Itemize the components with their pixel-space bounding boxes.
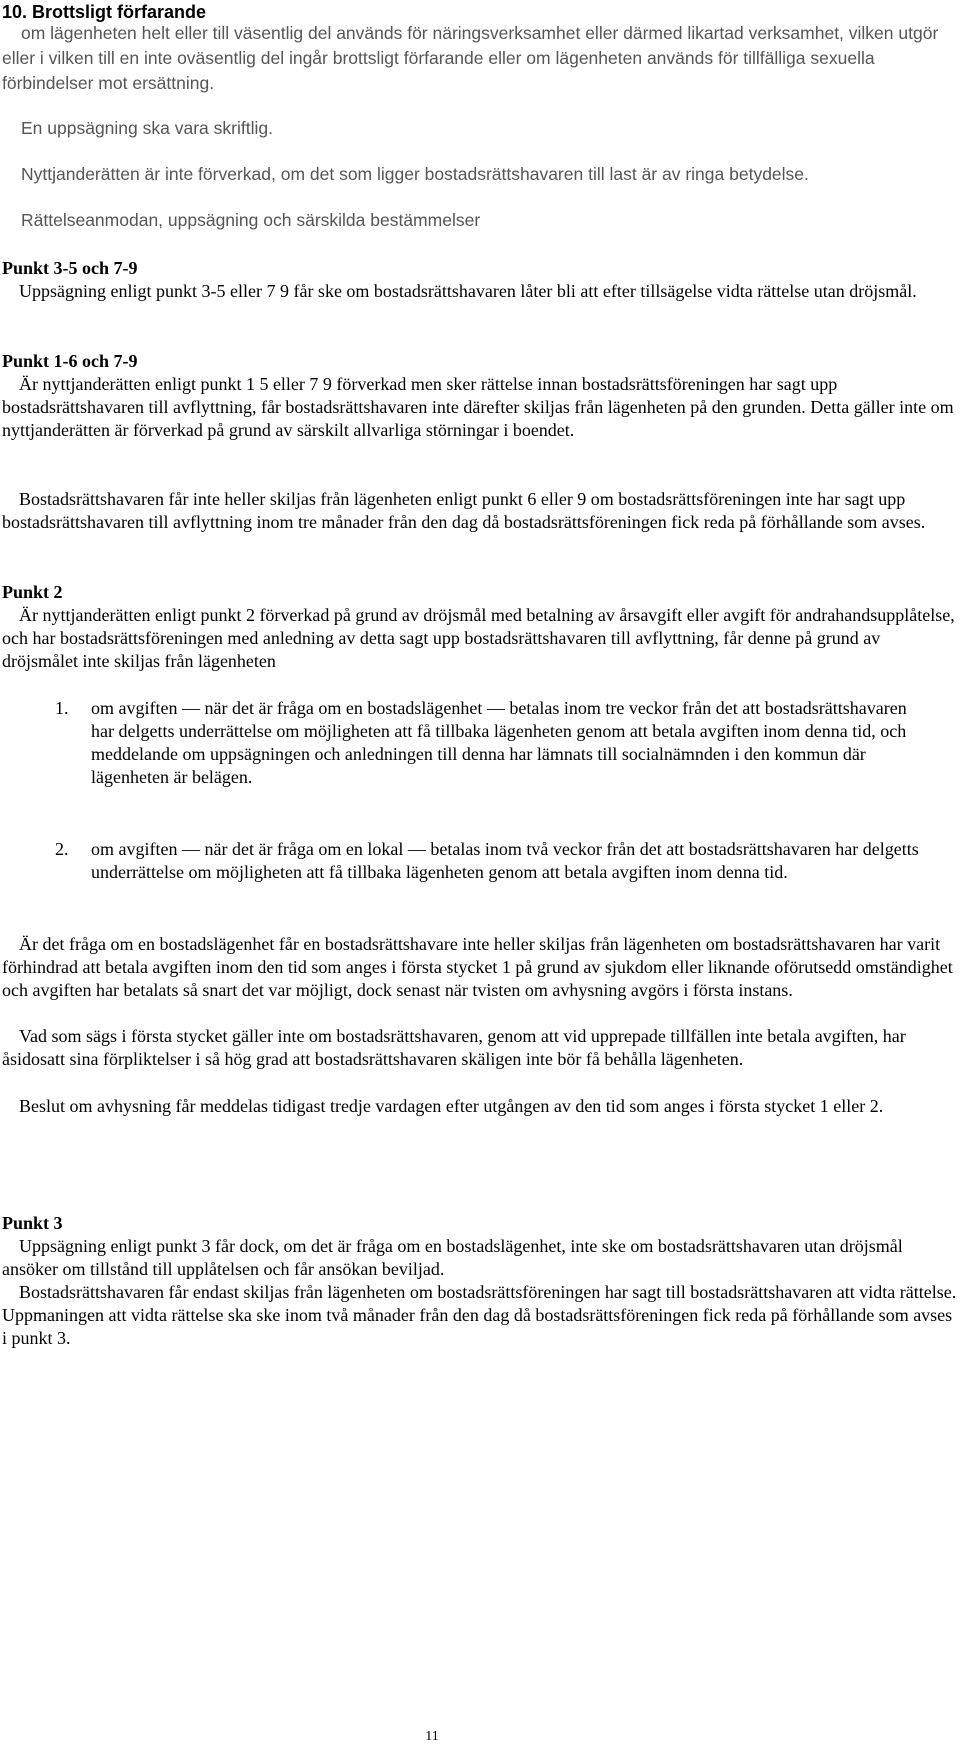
- punkt-3-5-7-9-heading: Punkt 3-5 och 7-9: [2, 258, 138, 278]
- punkt-3-5-7-9-text: Uppsägning enligt punkt 3-5 eller 7 9 får ske om bostadsrättshavaren låter bli att efter tillsägelse vidta rättelse utan dröjsmål.: [19, 281, 917, 301]
- punkt-1-6-7-9-text: Är nyttjanderätten enligt punkt 1 5 eller 7 9 förverkad men sker rättelse innan bostadsrättsföreningen har sagt upp bostadsrättshavaren till avflyttning, får bostadsrättshavaren inte därefter skiljas från lägenheten på den grunden. Detta gäller inte om nyttjanderätten är förverkad på grund av särskilt allvarliga störningar i boendet.: [2, 374, 954, 440]
- punkt-1-6-7-9-heading: Punkt 1-6 och 7-9: [2, 351, 138, 371]
- punkt-2-paragraph-1: Är det fråga om en bostadslägenhet får en bostadsrättshavare inte heller skiljas från lägenheten om bostadsrättshavaren har varit förhindrad att betala avgiften inom den tid som anges i första stycket 1 på grund av sjukdom eller liknande oförutsedd omständighet och avgiften har betalats så snart det var möjligt, dock senast när tvisten om avhysning avgörs i första instans.: [2, 934, 953, 1000]
- punkt-3-heading: Punkt 3: [2, 1213, 63, 1233]
- list-item-number: 2.: [55, 839, 69, 859]
- section-heading: 10. Brottsligt förfarande: [2, 2, 207, 22]
- punkt-2-heading: Punkt 2: [2, 582, 63, 602]
- punkt-2-paragraph-2: Vad som sägs i första stycket gäller inte om bostadsrättshavaren, genom att vid upprepade tillfällen inte betala avgiften, har åsidosatt sina förpliktelser i så hög grad att bostadsrättshavaren skäligen inte bör få behålla lägenheten.: [2, 1026, 906, 1069]
- list-item-text: om avgiften — när det är fråga om en bostadslägenhet — betalas inom tre veckor från det att bostadsrättshavaren har delgetts underrättelse om möjligheten att få tillbaka lägenheten genom att betala avgiften inom denna tid, och meddelande om uppsägningen och anledningen till denna har lämnats till socialnämnden i den kommun där lägenheten är belägen.: [91, 698, 907, 787]
- section-intro-paragraph: om lägenheten helt eller till väsentlig del används för näringsverksamhet eller därmed likartad verksamhet, vilken utgör eller i vilken till en inte oväsentlig del ingår brottsligt förfarande eller om lägenheten används för tillfälliga sexuella förbindelser mot ersättning.: [2, 23, 939, 93]
- written-notice-paragraph: En uppsägning ska vara skriftlig.: [21, 118, 273, 138]
- punkt-3-paragraph-1: Uppsägning enligt punkt 3 får dock, om det är fråga om en bostadslägenhet, inte ske om bostadsrättshavaren utan dröjsmål ansöker om tillstånd till upplåtelsen och får ansökan beviljad.: [2, 1236, 903, 1279]
- section-subheading: Rättelseanmodan, uppsägning och särskilda bestämmelser: [21, 210, 481, 230]
- page-number: 11: [425, 1729, 439, 1744]
- list-item-text: om avgiften — när det är fråga om en lokal — betalas inom två veckor från det att bostadsrättshavaren har delgetts underrättelse om möjligheten att få tillbaka lägenheten genom att betala avgiften inom denna tid.: [91, 839, 919, 882]
- punkt-2-paragraph-3: Beslut om avhysning får meddelas tidigast tredje vardagen efter utgången av den tid som anges i första stycket 1 eller 2.: [19, 1096, 884, 1116]
- list-item-number: 1.: [55, 698, 69, 718]
- minor-breach-paragraph: Nyttjanderätten är inte förverkad, om det som ligger bostadsrättshavaren till last är av ringa betydelse.: [21, 164, 809, 184]
- punkt-3-paragraph-2: Bostadsrättshavaren får endast skiljas från lägenheten om bostadsrättsföreningen har sagt till bostadsrättshavaren att vidta rättelse. Uppmaningen att vidta rättelse ska ske inom två månader från den dag då bostadsrättsföreningen fick reda på förhållande som avses i punkt 3.: [2, 1282, 957, 1348]
- punkt-1-6-7-9-paragraph-2: Bostadsrättshavaren får inte heller skiljas från lägenheten enligt punkt 6 eller 9 om bostadsrättsföreningen inte har sagt upp bostadsrättshavaren till avflyttning inom tre månader från den dag då bostadsrättsföreningen fick reda på förhållande som avses.: [2, 489, 926, 532]
- punkt-2-text: Är nyttjanderätten enligt punkt 2 förverkad på grund av dröjsmål med betalning av årsavgift eller avgift för andrahandsupplåtelse, och har bostadsrättsföreningen med anledning av detta sagt upp bostadsrättshavaren till avflyttning, får denne på grund av dröjsmålet inte skiljas från lägenheten: [2, 605, 955, 671]
